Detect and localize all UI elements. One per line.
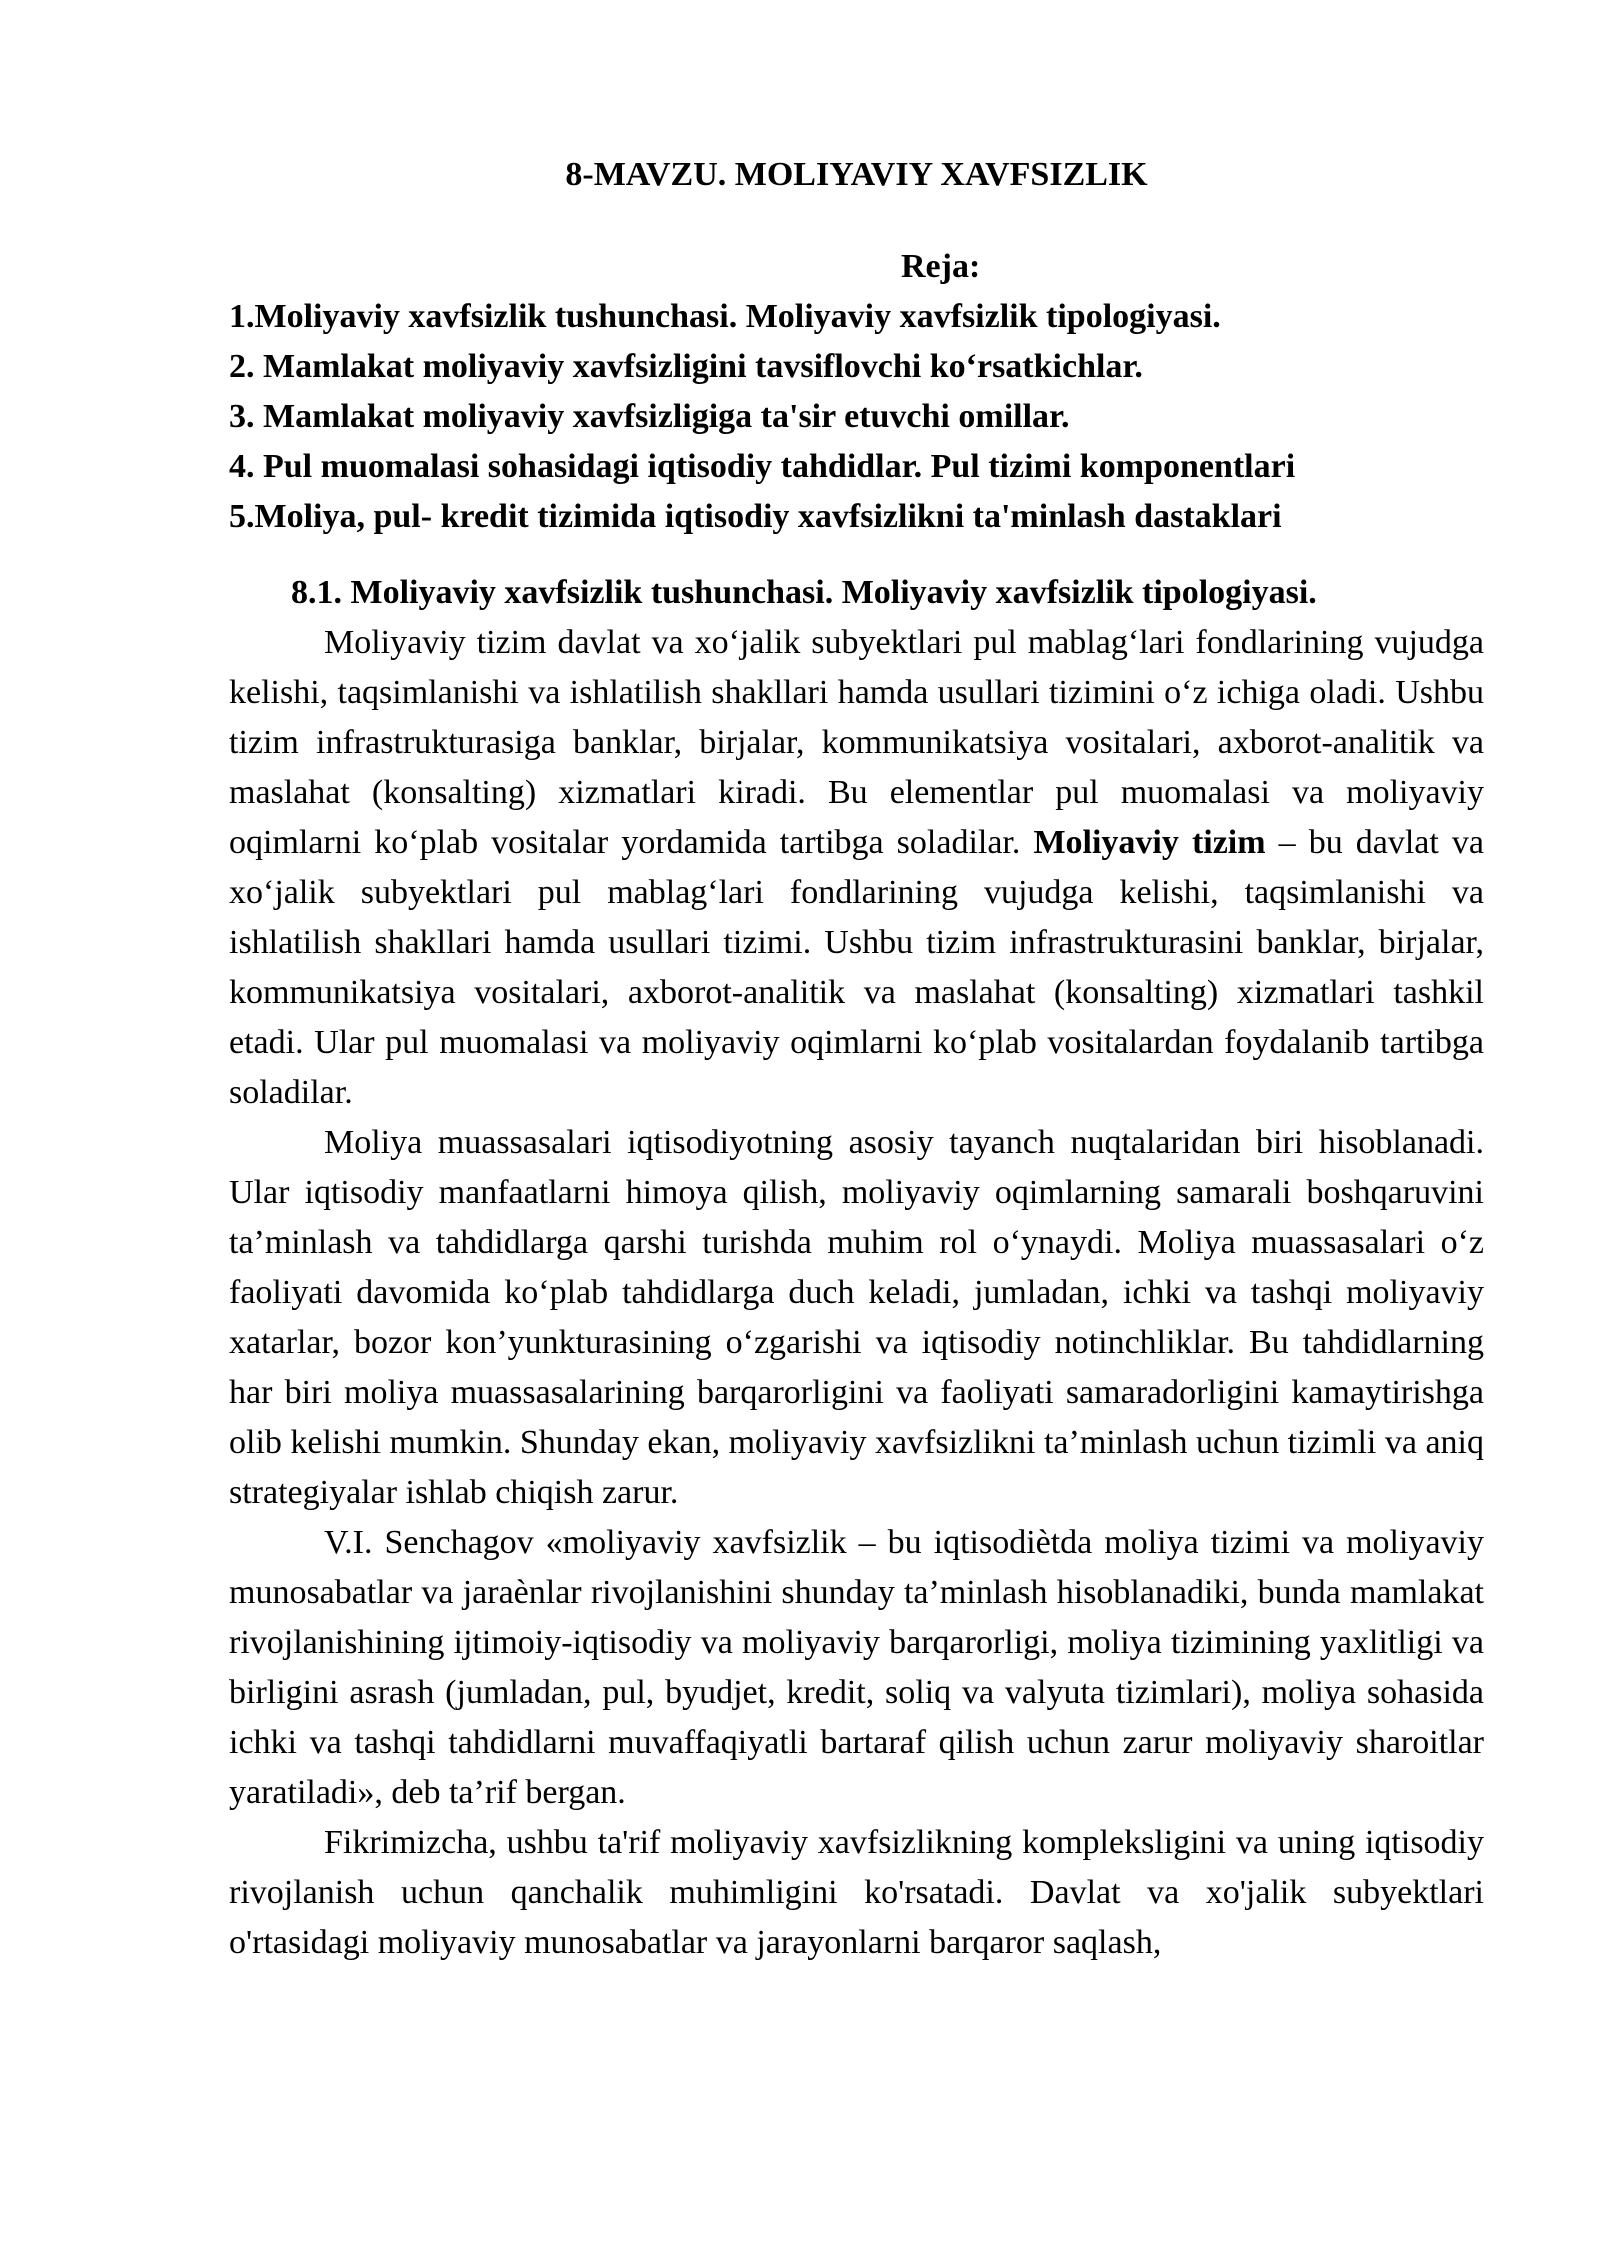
plan-item: 4. Pul muomalasi sohasidagi iqtisodiy tahdidlar. Pul tizimi komponentlari [229,448,1296,485]
plan-heading: Reja: [901,248,981,285]
paragraph-text: – bu davlat va xo‘jalik subyektlari pul mablag‘lari fondlarining vujudga kelishi, taqsimlanishi va ishlatilish shakllari hamda usullari tizimi. Ushbu tizim infrastrukturasini banklar, birjalar, kommunikatsiya vositalari, axborot-analitik va maslahat (konsalting) xizmatlari tashkil etadi. Ular pul muomalasi va moliyaviy oqimlarni ko‘plab vositalardan foydalanib tartibga soladilar. [229,824,1484,1111]
plan-item: 3. Mamlakat moliyaviy xavfsizligiga ta'sir etuvchi omillar. [229,398,1070,435]
section-title: 8.1. Moliyaviy xavfsizlik tushunchasi. Moliyaviy xavfsizlik tipologiyasi. [291,574,1317,611]
paragraph: V.I. Senchagov «moliyaviy xavfsizlik – bu iqtisodiètda moliya tizimi va moliyaviy munosabatlar va jaraènlar rivojlanishini shunday ta’minlash hisoblanadiki, bunda mamlakat rivojlanishining ijtimoiy-iqtisodiy va moliyaviy barqarorligi, moliya tizimining yaxlitligi va birligini asrash (jumladan, pul, byudjet, kredit, soliq va valyuta tizimlari), moliya sohasida ichki va tashqi tahdidlarni muvaffaqiyatli bartaraf qilish uchun zarur moliyaviy sharoitlar yaratiladi», deb ta’rif bergan. [229,1524,1484,1811]
bold-term: Moliyaviy tizim [1033,824,1266,861]
plan-item: 2. Mamlakat moliyaviy xavfsizligini tavsiflovchi ko‘rsatkichlar. [229,348,1143,385]
plan-item: 5.Moliya, pul- kredit tizimida iqtisodiy xavfsizlikni ta'minlash dastaklari [229,498,1282,535]
paragraph [229,618,1484,1118]
paragraph: Moliya muassasalari iqtisodiyotning asosiy tayanch nuqtalaridan biri hisoblanadi. Ular iqtisodiy manfaatlarni himoya qilish, moliyaviy oqimlarning samarali boshqaruvini ta’minlash va tahdidlarga qarshi turishda muhim rol o‘ynaydi. Moliya muassasalari o‘z faoliyati davomida ko‘plab tahdidlarga duch keladi, jumladan, ichki va tashqi moliyaviy xatarlar, bozor kon’yunkturasining o‘zgarishi va iqtisodiy notinchliklar. Bu tahdidlarning har biri moliya muassasalarining barqarorligini va faoliyati samaradorligini kamaytirishga olib kelishi mumkin. Shunday ekan, moliyaviy xavfsizlikni ta’minlash uchun tizimli va aniq strategiyalar ishlab chiqish zarur. [229,1124,1484,1511]
paragraph: Fikrimizcha, ushbu ta'rif moliyaviy xavfsizlikning kompleksligini va uning iqtisodiy rivojlanish uchun qanchalik muhimligini ko'rsatadi. Davlat va xo'jalik subyektlari o'rtasidagi moliyaviy munosabatlar va jarayonlarni barqaror saqlash, [229,1824,1484,1961]
plan-item: 1.Moliyaviy xavfsizlik tushunchasi. Moliyaviy xavfsizlik tipologiyasi. [229,298,1221,335]
document-content [229,150,1484,1968]
plan-list [229,292,1484,542]
document-title: 8-MAVZU. MOLIYAVIY XAVFSIZLIK [565,156,1148,193]
paragraph-text: Moliyaviy tizim davlat va xo‘jalik subyektlari pul mablag‘lari fondlarining vujudga kelishi, taqsimlanishi va ishlatilish shakllari hamda usullari tizimini o‘z ichiga oladi. Ushbu tizim infrastrukturasiga banklar, birjalar, kommunikatsiya vositalari, axborot-analitik va maslahat (konsalting) xizmatlari kiradi. Bu elementlar pul muomalasi va moliyaviy oqimlarni ko‘plab vositalar yordamida tartibga soladilar. [229,624,1484,861]
